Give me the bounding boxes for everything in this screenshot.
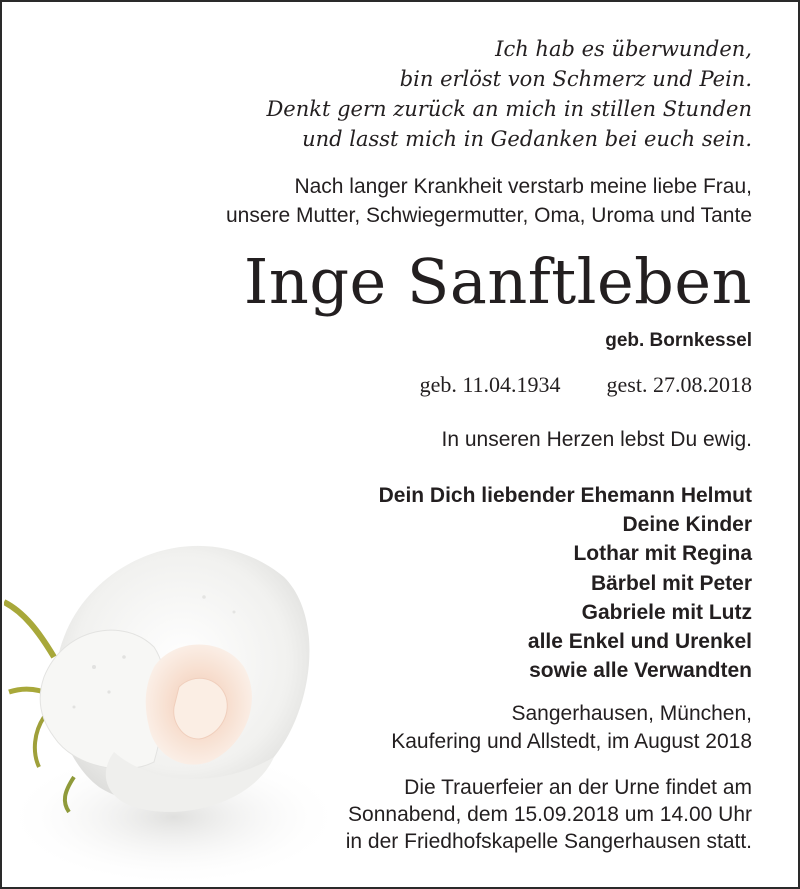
deceased-name: Inge Sanftleben <box>243 245 752 318</box>
mourner-line: Dein Dich liebender Ehemann Helmut <box>378 484 752 507</box>
poem-line: und lasst mich in Gedanken bei euch sein. <box>302 127 752 151</box>
funeral-info <box>346 774 752 855</box>
place-and-date <box>391 700 752 756</box>
place-line: Kaufering und Allstedt, im August 2018 <box>391 730 752 753</box>
mourners-list <box>379 481 752 685</box>
life-dates <box>420 370 752 400</box>
white-rose-image <box>4 517 334 889</box>
intro-line: Nach langer Krankheit verstarb meine liebe Frau, <box>294 175 752 198</box>
funeral-line: in der Friedhofskapelle Sangerhausen statt. <box>345 830 752 853</box>
motto: In unseren Herzen lebst Du ewig. <box>441 428 752 451</box>
death-date: gest. 27.08.2018 <box>606 372 752 397</box>
birth-date: geb. 11.04.1934 <box>419 372 561 397</box>
poem-line: bin erlöst von Schmerz und Pein. <box>399 67 752 91</box>
funeral-line: Sonnabend, dem 15.09.2018 um 14.00 Uhr <box>348 803 752 826</box>
poem-line: Ich hab es überwunden, <box>495 37 752 61</box>
mourner-line: alle Enkel und Urenkel <box>527 630 752 654</box>
place-line: Sangerhausen, München, <box>511 702 752 725</box>
maiden-name: geb. Bornkessel <box>605 330 752 351</box>
mourner-line: Deine Kinder <box>622 513 752 537</box>
funeral-line: Die Trauerfeier an der Urne findet am <box>404 776 752 799</box>
mourner-line: Lothar mit Regina <box>573 542 752 566</box>
poem <box>266 34 752 154</box>
mourner-line: sowie alle Verwandten <box>529 659 752 683</box>
poem-line: Denkt gern zurück an mich in stillen Stunden <box>266 97 752 121</box>
intro-line: unsere Mutter, Schwiegermutter, Oma, Uroma und Tante <box>225 204 752 227</box>
mourner-line: Bärbel mit Peter <box>590 571 752 595</box>
intro-text <box>226 172 752 230</box>
mourner-line: Gabriele mit Lutz <box>581 600 752 624</box>
